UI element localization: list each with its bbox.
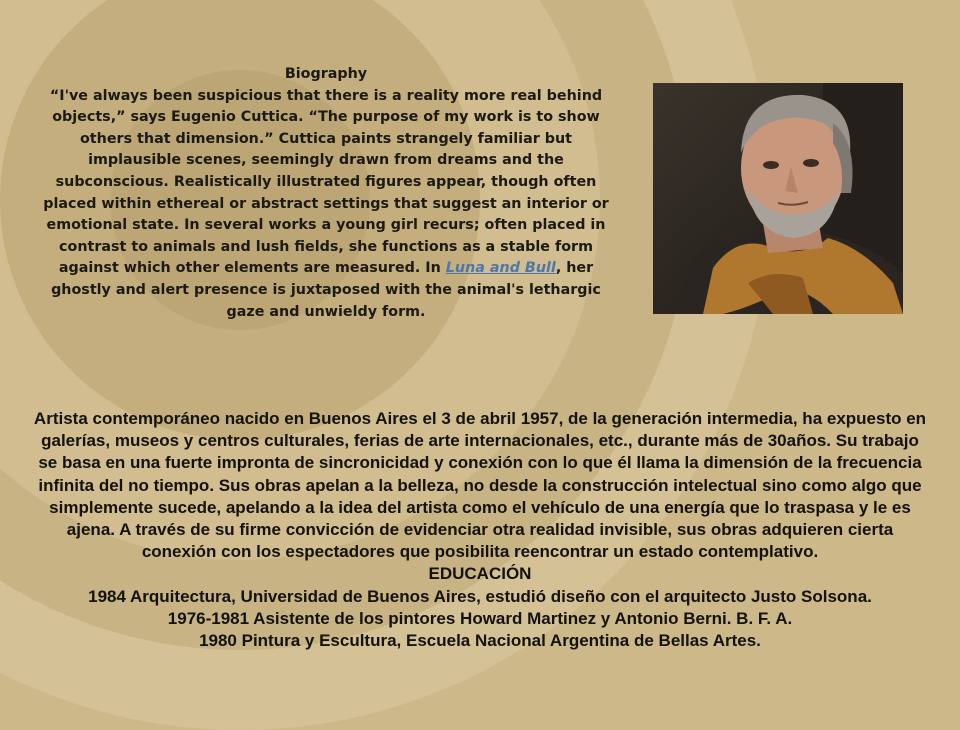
biography-text-end: , her ghostly and alert presence is juxtaposed with the animal's lethargic gaze and unwieldy form. <box>51 260 601 320</box>
education-item: 1976-1981 Asistente de los pintores Howard Martinez y Antonio Berni. B. F. A. <box>167 608 793 628</box>
biography-block <box>36 64 616 323</box>
biography-title: Biography <box>284 66 368 82</box>
spanish-biography <box>30 408 930 652</box>
luna-and-bull-link[interactable]: Luna and Bull <box>445 260 556 277</box>
spanish-paragraph: Artista contemporáneo nacido en Buenos Aires el 3 de abril 1957, de la generación intermedia, ha expuesto en galerías, museos y centros culturales, ferias de arte internacionales, etc., durante más de 30años. Su trabajo se basa en una fuerte impronta de sincronicidad y conexión con lo que él llama la dimensión de la frecuencia infinita del no tiempo. Sus obras apelan a la belleza, no desde la construcción intelectual sino como algo que simplemente sucede, apelando a la idea del artista como el vehículo de una energía que lo traspasa y le es ajena. A través de su firme convicción de evidenciar otra realidad invisible, sus obras adquieren cierta conexión con los espectadores que posibilita reencontrar un estado contemplativo. <box>33 409 927 562</box>
biography-text: “I've always been suspicious that there is a reality more real behind objects,” says Eugenio Cuttica. “The purpose of my work is to show others that dimension.” Cuttica paints strangely familiar but implausible scenes, seemingly drawn from dreams and the subconscious. Realistically illustrated figures appear, though often placed within ethereal or abstract settings that suggest an interior or emotional state. In several works a young girl recurs; often placed in contrast to animals and lush fields, she functions as a stable form against which other elements are measured. In <box>43 87 609 277</box>
education-item: 1980 Pintura y Escultura, Escuela Nacional Argentina de Bellas Artes. <box>199 631 761 651</box>
education-heading: EDUCACIÓN <box>428 564 532 584</box>
portrait-photo-icon <box>653 83 903 314</box>
education-item: 1984 Arquitectura, Universidad de Buenos Aires, estudió diseño con el arquitecto Justo Solsona. <box>88 586 872 606</box>
artist-portrait <box>653 83 903 314</box>
